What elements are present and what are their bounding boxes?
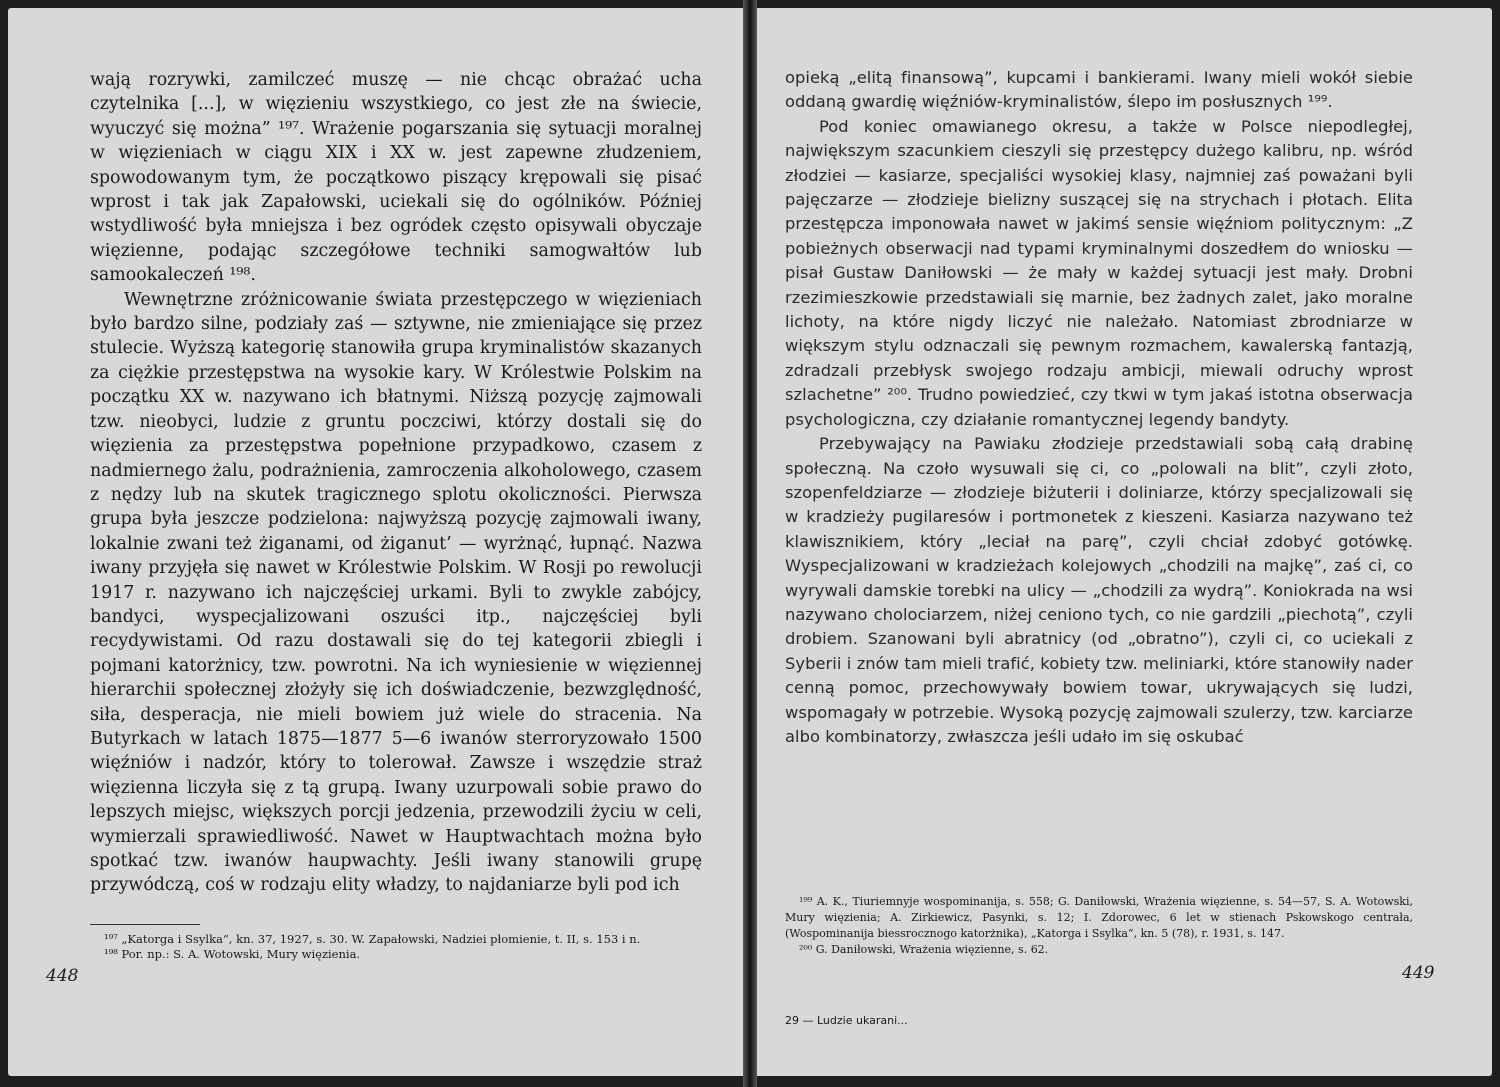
paragraph: Wewnętrzne zróżnicowanie świata przestępczego w więzieniach było bardzo silne, podziały zaś — sztywne, nie zmieniające się przez stulecie. Wyższą kategorię stanowiła grupa kryminalistów skazanych za ciężkie przestępstwa na wysokie kary. W Królestwie Polskim na początku XX w. nazywano ich błatnymi. Niższą pozycję zajmowali tzw. nieobyci, ludzie z gruntu poczciwi, którzy dostali się do więzienia za przestępstwa popełnione przypadkowo, czasem z nadmiernego żalu, podrażnienia, zamroczenia alkoholowego, czasem z nędzy lub na skutek tragicznego splotu okoliczności. Pierwsza grupa była jeszcze podzielona: najwyższą pozycję zajmowali iwany, lokalnie zwani też żiganami, od żiganut’ — wyrżnąć, łupnąć. Nazwa iwany przyjęła się nawet w Królestwie Polskim. W Rosji po rewolucji 1917 r. nazywano ich najczęściej urkami. Byli to zwykle zabójcy, bandyci, wyspecjalizowani oszuści itp., najczęściej byli recydywistami. Od razu dostawali się do tej kategorii zbiegli i pojmani katorżnicy, tzw. powrotni. Na ich wyniesienie w więziennej hierarchii społecznej złożyły się ich doświadczenie, bezwzględność, siła, desperacja, nie mieli bowiem już wiele do stracenia. Na Butyrkach w latach 1875—1877 5—6 iwanów sterroryzowało 1500 więźniów i nadzór, który to tolerował. Zawsze i wszędzie straż więzienna liczyła się z tą grupą. Iwany uzurpowali sobie prawo do lepszych miejsc, większych porcji jedzenia, przewodzili życiu w celi, wymierzali sprawiedliwość. Nawet w Hauptwachtach można było spotkać tzw. iwanów haupwachty. Jeśli iwany stanowili grupę przywódczą, coś w rodzaju elity władzy, to najdaniarze byli pod ich — [90, 289, 702, 896]
left-page — [8, 8, 743, 1076]
footnote: ¹⁹⁷ „Katorga i Ssylka“, kn. 37, 1927, s. 30. W. Zapałowski, Nadziei płomienie, t. II, s. 153 i n. — [104, 932, 641, 946]
page-number: 449 — [1402, 963, 1435, 983]
paragraph: wają rozrywki, zamilczeć muszę — nie chcąc obrażać ucha czytelnika [...], w więzieniu wszystkiego, co jest złe na świecie, wyuczyć się można” ¹⁹⁷. Wrażenie pogarszania się sytuacji moralnej w więzieniach w ciągu XIX i XX w. jest zapewne złudzeniem, spowodowanym tym, że początkowo piszący krępowali się pisać wprost i tak jak Zapałowski, uciekali się do ogólników. Później wstydliwość była mniejsza i bez ogródek często opisywali obyczaje więzienne, podając szczegółowe techniki samogwałtów lub samookaleczeń ¹⁹⁸. — [90, 70, 702, 286]
left-body-text — [90, 68, 702, 898]
paragraph: Pod koniec omawianego okresu, a także w Polsce niepodległej, największym szacunkiem cieszyli się przestępcy dużego kalibru, np. wśród złodziei — kasiarze, specjaliści wysokiej klasy, najmniej zaś poważani byli pajęczarze — złodzieje bielizny suszącej się na strychach i płotach. Elita przestępcza imponowała nawet w jakimś sensie więźniom politycznym: „Z pobieżnych obserwacji nad typami kryminalnymi doszedłem do wniosku — pisał Gustaw Daniłowski — że mały w każdej sytuacji jest mały. Drobni rzezimieszkowie przedstawiali się marnie, bez żadnych zalet, jako moralne lichoty, na które nigdy liczyć nie należało. Natomiast zbrodniarze w większym stylu odznaczali się pewnym rozmachem, kawalerską fantazją, zdradzali przebłysk swojego rodzaju ambicji, miewali odruchy wprost szlachetne” ²⁰⁰. Trudno powiedzieć, czy tkwi w tym jakaś istotna obserwacja psychologiczna, czy działanie romantycznej legendy bandyty. — [785, 116, 1413, 429]
printer-signature: 29 — Ludzie ukarani... — [785, 1014, 908, 1027]
right-footnotes — [785, 894, 1413, 958]
paragraph: Przebywający na Pawiaku złodzieje przedstawiali sobą całą drabinę społeczną. Na czoło wysuwali się ci, co „polowali na blit”, czyli złoto, szopenfeldziarze — złodzieje biżuterii i doliniarze, którzy specjalizowali się w kradzieży pugilaresów i portmonetek z kieszeni. Kasiarza nazywano też klawisznikiem, który „leciał na parę”, czyli chciał zdobyć gotówkę. Wyspecjalizowani w kradzieżach kolejowych „chodzili na majkę”, zaś ci, co wyrywali damskie torebki na ulicy — „chodzili za wydrą”. Koniokrada na wsi nazywano cholociarzem, niżej ceniono tych, co nie gardzili „piechotą”, czyli drobiem. Szanowani byli abratnicy (od „obratno”), czyli ci, co uciekali z Syberii i znów tam mieli trafić, kobiety tzw. meliniarki, które stanowiły nader cenną pomoc, przechowywały bowiem towar, ukrywających się ludzi, wspomagały w potrzebie. Wysoką pozycję zajmowali szulerzy, tzw. karciarze albo kombinatorzy, zwłaszcza jeśli udało im się oskubać — [785, 434, 1413, 746]
left-footnotes — [90, 932, 702, 962]
footnote: ¹⁹⁸ Por. np.: S. A. Wotowski, Mury więzienia. — [104, 947, 361, 962]
footnote-rule — [90, 924, 200, 925]
footnote: ²⁰⁰ G. Daniłowski, Wrażenia więzienne, s. 62. — [799, 943, 1049, 956]
right-page — [757, 8, 1492, 1076]
page-number: 448 — [46, 966, 79, 986]
paragraph: opieką „elitą finansową”, kupcami i bankierami. Iwany mieli wokół siebie oddaną gwardię więźniów-kryminalistów, ślepo im posłusznych ¹⁹⁹. — [785, 68, 1413, 112]
right-body-text — [785, 66, 1413, 749]
book-gutter — [743, 0, 757, 1087]
footnote: ¹⁹⁹ A. K., Tiuriemnyje wospominanija, s. 558; G. Daniłowski, Wrażenia więzienne, s. 54—57, S. A. Wotowski, Mury więzienia; A. Zirkiewicz, Pasynki, s. 12; I. Zdorowec, 6 let w stienach Pskowskogo centrała, (Wospominanija biessrocznogo katorżnika), „Katorga i Ssylka“, kn. 5 (78), r. 1931, s. 147. — [785, 895, 1413, 940]
